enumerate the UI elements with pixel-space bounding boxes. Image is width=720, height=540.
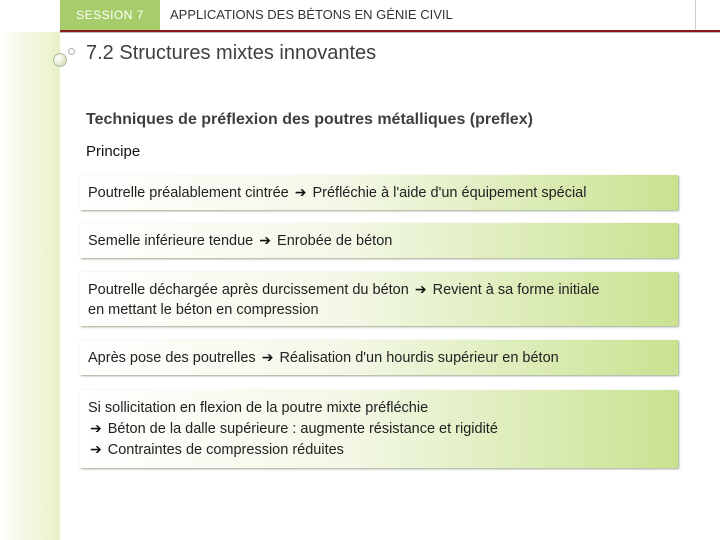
box-text: Si sollicitation en flexion de la poutre mixte préfléchie (88, 400, 429, 416)
header-rule-shadow (60, 32, 720, 33)
principle-box-2 (80, 223, 678, 258)
session-tab (60, 0, 160, 30)
box-line (88, 230, 670, 251)
box-line (88, 300, 670, 320)
box-line (88, 279, 670, 300)
box-line (88, 398, 670, 418)
right-arrow-icon: ➔ (414, 280, 427, 297)
bullet-icon (68, 48, 75, 55)
bullet-icon (53, 53, 67, 67)
box-line (88, 347, 670, 368)
slide-subtitle: Techniques de préflexion des poutres métalliques (preflex) (86, 111, 533, 128)
header-bar (0, 0, 720, 32)
box-line (88, 439, 670, 460)
box-text: en mettant le béton en compression (88, 301, 319, 318)
box-line (88, 182, 670, 203)
box-text: Préfléchie à l'aide d'un équipement spécial (308, 185, 587, 201)
header-corner-box (695, 0, 720, 30)
section-label: Principe (86, 143, 141, 160)
box-text: Enrobée de béton (273, 233, 393, 249)
right-arrow-icon: ➔ (90, 441, 102, 457)
box-text: Poutrelle déchargée après durcissement du béton (88, 281, 413, 298)
box-text: Semelle inférieure tendue (88, 233, 258, 249)
box-text: Poutrelle préalablement cintrée (88, 185, 293, 201)
right-arrow-icon: ➔ (259, 232, 272, 248)
slide-title: 7.2 Structures mixtes innovantes (86, 42, 377, 64)
box-text: Contraintes de compression réduites (103, 442, 344, 458)
principle-box-3 (80, 272, 678, 326)
principle-box-5 (80, 390, 678, 468)
box-text: Après pose des poutrelles (88, 350, 260, 366)
box-text: Revient à sa forme initiale (428, 281, 600, 298)
left-decorative-strip (0, 0, 60, 540)
box-line (88, 418, 670, 439)
principle-box-4 (80, 340, 678, 375)
course-title: APPLICATIONS DES BÉTONS EN GÉNIE CIVIL (170, 7, 453, 22)
box-text: Réalisation d'un hourdis supérieur en béton (275, 350, 559, 366)
right-arrow-icon: ➔ (90, 420, 102, 436)
session-label: SESSION 7 (76, 8, 144, 22)
principle-box-1 (80, 175, 678, 210)
right-arrow-icon: ➔ (261, 349, 274, 365)
box-text: Béton de la dalle supérieure : augmente résistance et rigidité (103, 421, 498, 437)
right-arrow-icon: ➔ (294, 184, 307, 200)
